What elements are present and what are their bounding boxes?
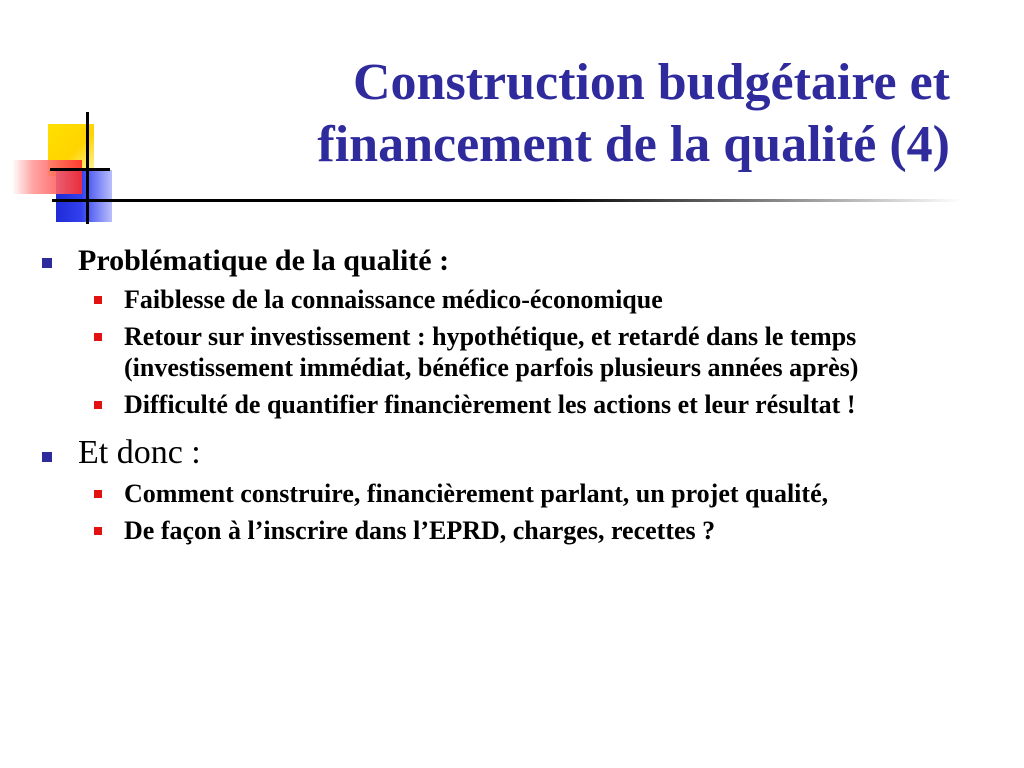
list-item-text: Retour sur investissement : hypothétique, et retardé dans le temps (investissement immédiat, bénéfice parfois plusieurs années après) — [124, 322, 859, 382]
short-horizontal-rule — [50, 168, 110, 171]
small-square-bullet-icon — [94, 333, 102, 341]
list-item-text: Comment construire, financièrement parlant, un projet qualité, — [124, 479, 829, 508]
section-heading-et-donc — [40, 432, 1000, 474]
section-heading-text: Et donc : — [78, 434, 201, 471]
slide-title — [160, 52, 950, 176]
list-item — [40, 321, 1000, 383]
list-item — [40, 284, 1000, 315]
small-square-bullet-icon — [94, 527, 102, 535]
list-item-text: De façon à l’inscrire dans l’EPRD, charges, recettes ? — [124, 516, 716, 545]
red-gradient-decoration — [12, 160, 82, 194]
slide-body — [40, 242, 1000, 546]
list-item — [40, 515, 1000, 546]
title-underline-rule — [52, 199, 962, 202]
list-item — [40, 478, 1000, 509]
square-bullet-icon — [42, 258, 52, 268]
slide-title-line-1: Construction budgétaire et — [352, 54, 950, 111]
list-item-text: Difficulté de quantifier financièrement les actions et leur résultat ! — [124, 390, 856, 419]
small-square-bullet-icon — [94, 490, 102, 498]
list-item — [40, 389, 1000, 420]
section-heading-problematique — [40, 242, 1000, 280]
slide-title-line-2: financement de la qualité (4) — [317, 116, 950, 173]
list-item-text: Faiblesse de la connaissance médico-économique — [124, 285, 663, 314]
square-bullet-icon — [42, 452, 52, 462]
small-square-bullet-icon — [94, 401, 102, 409]
small-square-bullet-icon — [94, 296, 102, 304]
section-heading-text: Problématique de la qualité : — [78, 244, 450, 277]
